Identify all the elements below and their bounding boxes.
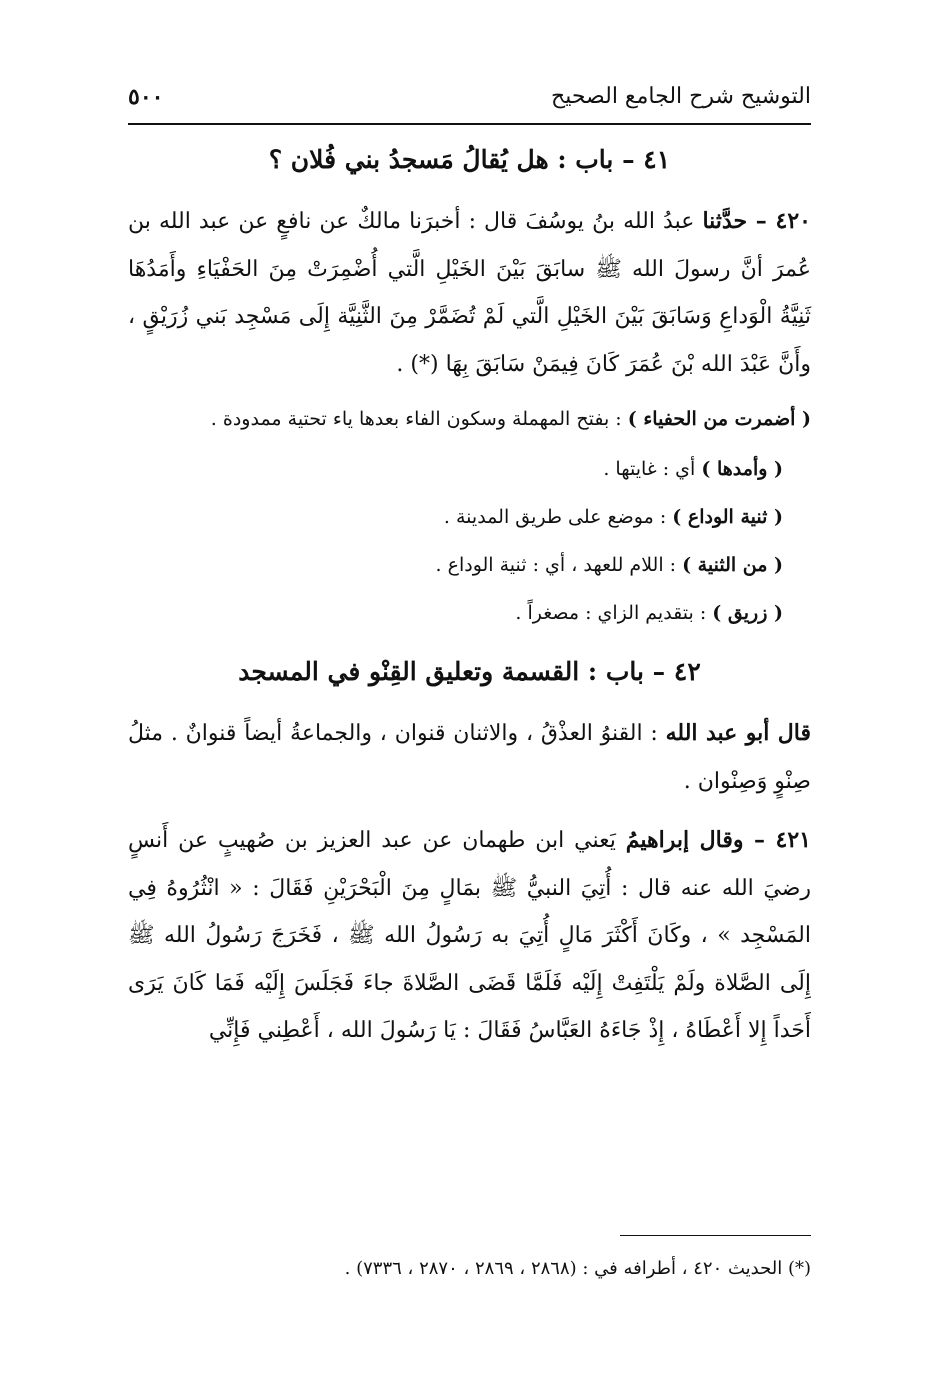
gloss-item bbox=[128, 498, 811, 536]
gloss-term: ( ثنية الوداع ) bbox=[672, 506, 783, 528]
footnote-divider bbox=[620, 1235, 811, 1236]
gloss-text: أي : غايتها . bbox=[603, 458, 702, 480]
gloss-item bbox=[128, 546, 811, 584]
gloss-term: ( أضمرت من الحفياء ) bbox=[627, 408, 811, 430]
header-divider bbox=[128, 123, 811, 125]
chapter-heading-42: ٤٢ – باب : القسمة وتعليق القِنْو في المسجد bbox=[238, 657, 701, 686]
abu-abdullah-lead: قال أبو عبد الله bbox=[665, 720, 811, 746]
gloss-text: : بتقديم الزاي : مصغراً . bbox=[515, 602, 713, 624]
page-number: ٥٠٠ bbox=[128, 84, 164, 110]
running-header bbox=[128, 78, 811, 122]
hadith-420 bbox=[128, 198, 811, 388]
abu-abdullah-note bbox=[128, 710, 811, 805]
gloss-item bbox=[128, 400, 811, 438]
gloss-term: ( من الثنية ) bbox=[682, 554, 783, 576]
gloss-text: : اللام للعهد ، أي : ثنية الوداع . bbox=[435, 554, 683, 576]
main-text bbox=[128, 136, 811, 1067]
gloss-term: ( زريق ) bbox=[712, 602, 783, 624]
gloss-term: ( وأمدها ) bbox=[701, 458, 783, 480]
footnote: (*) الحديث ٤٢٠ ، أطرافه في : (٢٨٦٨ ، ٢٨٦٩ ، ٢٨٧٠ ، ٧٣٣٦) . bbox=[344, 1258, 811, 1279]
chapter-heading-41: ٤١ – باب : هل يُقالُ مَسجدُ بني فُلان ؟ bbox=[268, 145, 671, 174]
gloss-text: : موضع على طريق المدينة . bbox=[443, 506, 673, 528]
hadith-421 bbox=[128, 817, 811, 1055]
book-title: التوشيح شرح الجامع الصحيح bbox=[551, 84, 811, 109]
gloss-item bbox=[128, 450, 811, 488]
hadith-421-lead: ٤٢١ – وقال إبراهيمُ bbox=[625, 827, 811, 853]
hadith-420-text: عبدُ الله بنُ يوسُفَ قال : أخبرَنا مالكٌ عن نافعٍ عن عبد الله بن عُمرَ أنَّ رسولَ الله ﷺ سابَقَ بَيْنَ الخَيْلِ الَّتي أُضْمِرَتْ مِنَ الحَفْيَاءِ وأَمَدُهَا ثَنِيَّةُ الْوَداعِ وَسَابَقَ بَيْنَ الخَيْلِ الَّتي لَمْ تُضَمَّرْ مِنَ الثَّنِيَّة إِلَى مَسْجِد بَني زُرَيْقٍ ، وأَنَّ عَبْدَ الله بْنَ عُمَرَ كَانَ فِيمَنْ سَابَقَ بِهَا (*) . bbox=[128, 209, 811, 377]
gloss-item bbox=[128, 594, 811, 632]
hadith-420-lead: ٤٢٠ – حدَّثنا bbox=[702, 208, 811, 234]
abu-abdullah-text: : القنوُ العذْقُ ، والاثنان قنوان ، والجماعةُ أيضاً قنوانٌ . مثلُ صِنْوٍ وَصِنْوان . bbox=[128, 721, 811, 794]
gloss-text: : بفتح المهملة وسكون الفاء بعدها ياء تحتية ممدودة . bbox=[210, 408, 628, 430]
hadith-421-text: يَعني ابن طهمان عن عبد العزيز بن صُهيبٍ عن أَنسٍ رضيَ الله عنه قال : أُتِيَ النبيُّ ﷺ بمَالٍ مِنَ الْبَحْرَيْنِ فَقَالَ : « انْثُرُوهُ فِي المَسْجِد » ، وكَانَ أَكْثَرَ مَالٍ أُتِيَ به رَسُولُ الله ﷺ ، فَخَرَجَ رَسُولُ الله ﷺ إِلَى الصَّلاة ولَمْ يَلْتَفِتْ إِلَيْه فَلَمَّا قَضَى الصَّلاةَ جاءَ فَجَلَسَ إِلَيْه فَمَا كَانَ يَرَى أَحَداً إِلا أَعْطَاهُ ، إِذْ جَاءَهُ العَبَّاسُ فَقَالَ : يَا رَسُولَ الله ، أَعْطِني فَإِنِّي bbox=[128, 828, 811, 1043]
